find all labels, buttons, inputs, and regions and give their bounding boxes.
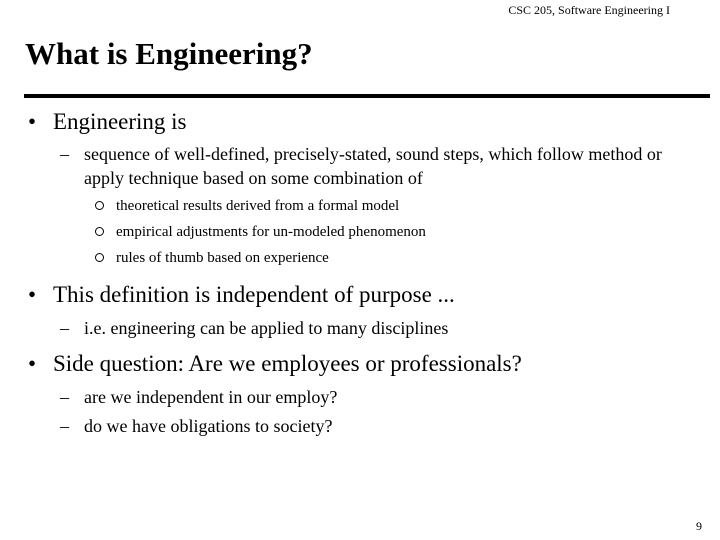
sub-sub-bullet-rules-of-thumb: [0, 245, 720, 271]
bullet-text: This definition is independent of purpose ...: [53, 282, 455, 307]
sub-bullet-disciplines: [0, 316, 720, 340]
course-header: CSC 205, Software Engineering I: [508, 3, 670, 17]
circle-bullet-icon: [95, 253, 104, 262]
sub-bullet-text: sequence of well-defined, precisely-stated, sound steps, which follow method or apply technique based on some combination of: [84, 144, 662, 188]
bullet-side-question: [0, 349, 720, 379]
bullet-icon: •: [28, 282, 37, 307]
dash-icon: –: [60, 318, 69, 338]
bullet-text: Side question: Are we employees or professionals?: [53, 351, 522, 376]
sub-sub-bullet-theoretical: [0, 193, 720, 219]
title-divider: [24, 94, 710, 98]
dash-icon: –: [60, 144, 69, 164]
slide-content: [0, 107, 720, 438]
sub-sub-bullet-text: theoretical results derived from a formal model: [116, 198, 400, 214]
sub-sub-bullet-text: rules of thumb based on experience: [116, 250, 329, 266]
circle-bullet-icon: [95, 227, 104, 236]
bullet-icon: •: [28, 109, 37, 134]
slide-title: What is Engineering?: [25, 36, 313, 71]
dash-icon: –: [60, 416, 69, 436]
bullet-text: Engineering is: [53, 109, 187, 134]
sub-sub-bullet-text: empirical adjustments for un-modeled phenomenon: [116, 224, 426, 240]
circle-bullet-icon: [95, 201, 104, 210]
sub-bullet-obligations: [0, 414, 720, 438]
sub-bullet-text: i.e. engineering can be applied to many disciplines: [84, 318, 449, 338]
sub-bullet-text: are we independent in our employ?: [84, 387, 338, 407]
page-number: 9: [696, 519, 702, 533]
bullet-icon: •: [28, 351, 37, 376]
sub-sub-bullet-empirical: [0, 219, 720, 245]
sub-bullet-sequence: [0, 142, 720, 190]
dash-icon: –: [60, 387, 69, 407]
sub-bullet-independent-employ: [0, 385, 720, 409]
bullet-engineering-is: [0, 107, 720, 137]
bullet-definition-independent: [0, 280, 720, 310]
sub-bullet-text: do we have obligations to society?: [84, 416, 333, 436]
